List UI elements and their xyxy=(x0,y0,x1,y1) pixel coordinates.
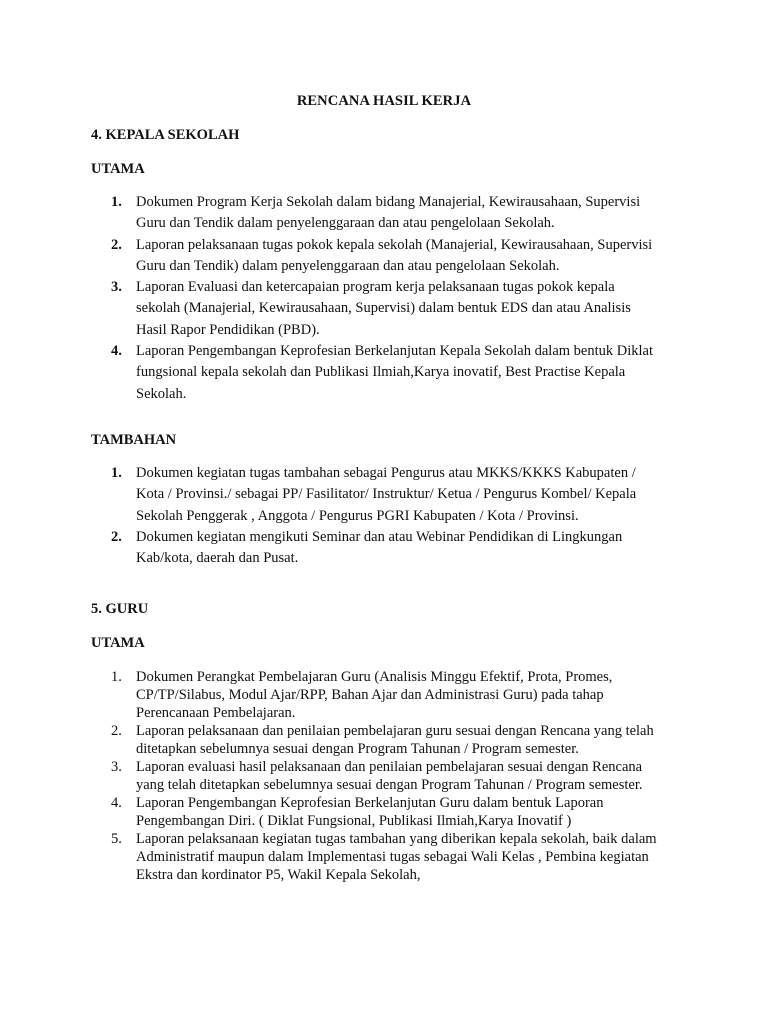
group-heading-utama: UTAMA xyxy=(91,635,145,651)
list-item-line: sekolah (Manajerial, Kewirausahaan, Supervisi) dalam bentuk EDS dan atau Analisis xyxy=(136,300,631,317)
list-item-line: Sekolah. xyxy=(136,385,187,402)
list-item-line: Kota / Provinsi./ sebagai PP/ Fasilitator/ Instruktur/ Ketua / Pengurus Kombel/ Kepala xyxy=(136,486,637,503)
list-item-number: 4. xyxy=(111,343,122,360)
list-item xyxy=(91,235,691,278)
list-item-line: Laporan Pengembangan Keprofesian Berkelanjutan Guru dalam bentuk Laporan xyxy=(136,795,604,811)
list-item-line: Dokumen kegiatan tugas tambahan sebagai Pengurus atau MKKS/KKKS Kabupaten / xyxy=(136,465,636,481)
list-item-line: Guru dan Tendik) dalam penyelenggaraan dan atau pengelolaan Sekolah. xyxy=(136,257,560,274)
list-item-line: Sekolah Penggerak , Anggota / Pengurus PGRI Kabupaten / Kota / Provinsi. xyxy=(136,507,579,524)
list-item-line: ditetapkan sebelumnya sesuai dengan Program Tahunan / Program semester. xyxy=(136,741,579,757)
list-item-number: 4. xyxy=(111,795,122,811)
list-item xyxy=(91,341,691,405)
list-item-line: Pengembangan Diri. ( Diklat Fungsional, Publikasi Ilmiah,Karya Inovatif ) xyxy=(136,813,572,829)
list-item-line: Laporan Pengembangan Keprofesian Berkelanjutan Kepala Sekolah dalam bentuk Diklat xyxy=(136,343,653,360)
list-item-line: fungsional kepala sekolah dan Publikasi Ilmiah,Karya inovatif, Best Practise Kepala xyxy=(136,364,626,381)
list-item xyxy=(91,463,691,527)
list-item-line: Kab/kota, daerah dan Pusat. xyxy=(136,550,299,567)
list-item-number: 1. xyxy=(111,465,122,481)
document-title: RENCANA HASIL KERJA xyxy=(296,93,472,109)
list-item-number: 2. xyxy=(111,723,122,739)
list-item-line: Guru dan Tendik dalam penyelenggaraan dan atau pengelolaan Sekolah. xyxy=(136,215,555,232)
kepala-sekolah-utama-list xyxy=(91,192,691,405)
list-item-number: 1. xyxy=(111,194,122,210)
group-heading-tambahan: TAMBAHAN xyxy=(91,432,177,448)
list-item-line: CP/TP/Silabus, Modul Ajar/RPP, Bahan Ajar dan Administrasi Guru) pada tahap xyxy=(136,687,604,703)
list-item-line: Laporan pelaksanaan tugas pokok kepala sekolah (Manajerial, Kewirausahaan, Supervisi xyxy=(136,236,653,253)
list-item-line: Laporan pelaksanaan dan penilaian pembelajaran guru sesuai dengan Rencana yang telah xyxy=(136,723,654,739)
list-item xyxy=(91,794,691,830)
list-item-number: 3. xyxy=(111,279,122,296)
kepala-sekolah-tambahan-list xyxy=(91,463,691,569)
list-item-number: 5. xyxy=(111,831,122,847)
list-item xyxy=(91,722,691,758)
list-item-line: Laporan pelaksanaan kegiatan tugas tambahan yang diberikan kepala sekolah, baik dalam xyxy=(136,831,657,847)
list-item xyxy=(91,668,691,722)
list-item-line: Dokumen Program Kerja Sekolah dalam bidang Manajerial, Kewirausahaan, Supervisi xyxy=(136,194,641,210)
list-item-line: Administratif maupun dalam Implementasi tugas sebagai Wali Kelas , Pembina kegiatan xyxy=(136,849,649,865)
guru-utama-list xyxy=(91,668,691,884)
list-item-line: Laporan evaluasi hasil pelaksanaan dan penilaian pembelajaran sesuai dengan Rencana xyxy=(136,759,643,775)
list-item-number: 2. xyxy=(111,528,122,545)
list-item-line: Laporan Evaluasi dan ketercapaian program kerja pelaksanaan tugas pokok kepala xyxy=(136,279,615,296)
list-item-number: 2. xyxy=(111,236,122,253)
section-heading-guru: 5. GURU xyxy=(91,601,149,617)
list-item xyxy=(91,192,691,235)
list-item-line: yang telah ditetapkan sebelumnya sesuai dengan Program Tahunan / Program semester. xyxy=(136,777,643,793)
list-item-line: Dokumen Perangkat Pembelajaran Guru (Analisis Minggu Efektif, Prota, Promes, xyxy=(136,669,613,685)
list-item-number: 1. xyxy=(111,669,122,685)
list-item-line: Dokumen kegiatan mengikuti Seminar dan atau Webinar Pendidikan di Lingkungan xyxy=(136,528,623,545)
list-item-line: Ekstra dan kordinator P5, Wakil Kepala Sekolah, xyxy=(136,867,421,883)
list-item-line: Hasil Rapor Pendidikan (PBD). xyxy=(136,321,320,338)
list-item xyxy=(91,277,691,341)
list-item xyxy=(91,758,691,794)
list-item-number: 3. xyxy=(111,759,122,775)
group-heading-utama: UTAMA xyxy=(91,161,145,177)
list-item xyxy=(91,527,691,570)
list-item-line: Perencanaan Pembelajaran. xyxy=(136,705,296,721)
section-heading-kepala-sekolah: 4. KEPALA SEKOLAH xyxy=(91,127,240,143)
list-item xyxy=(91,830,691,884)
